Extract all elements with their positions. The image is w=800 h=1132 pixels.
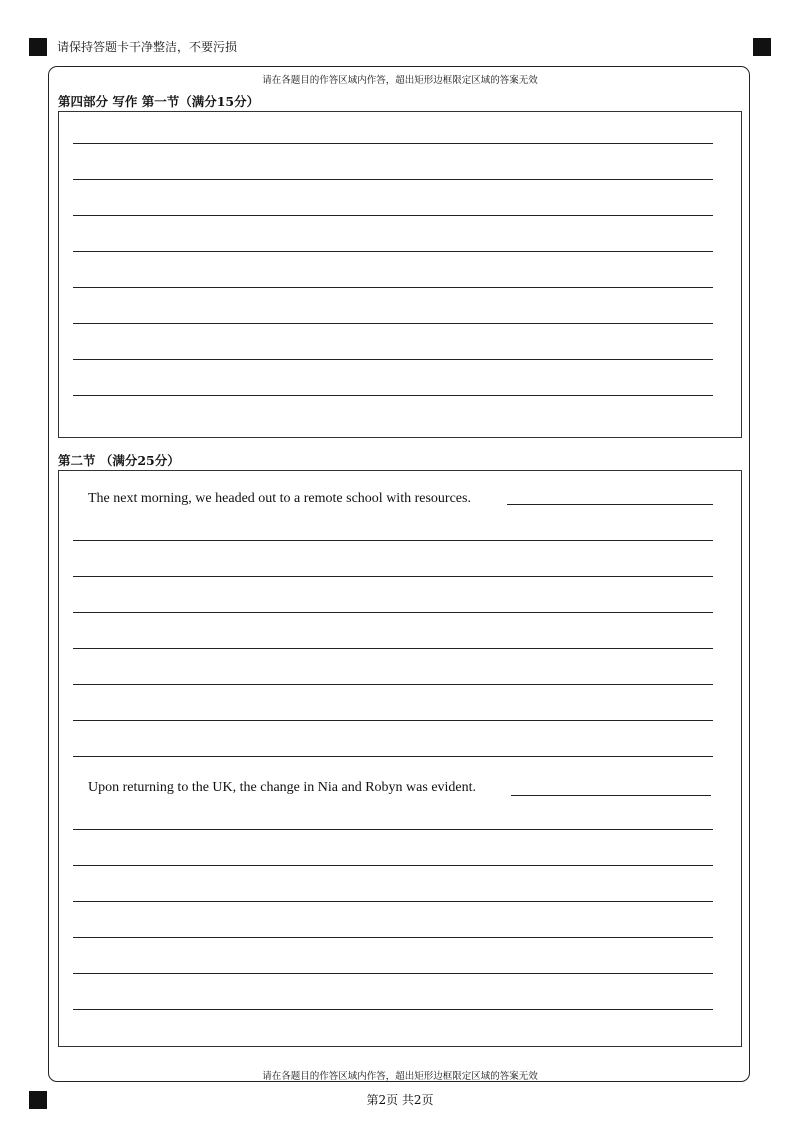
answer-line[interactable]: [73, 1009, 713, 1010]
page-number: 第2页 共2页: [366, 1093, 434, 1107]
answer-line[interactable]: [73, 756, 713, 757]
notice-bottom: 请在各题目的作答区域内作答，超出矩形边框限定区域的答案无效: [262, 1071, 538, 1082]
alignment-marker-top-right: [753, 38, 771, 56]
answer-line[interactable]: [73, 576, 713, 577]
paragraph1-prompt: The next morning, we headed out to a remote school with resources.: [88, 491, 471, 506]
section1-answer-box[interactable]: [58, 111, 742, 438]
answer-line[interactable]: [73, 540, 713, 541]
section2-title: 第二节 （满分25分）: [58, 453, 180, 468]
answer-line[interactable]: [73, 323, 713, 324]
answer-line[interactable]: [73, 937, 713, 938]
answer-line[interactable]: [73, 901, 713, 902]
section2-answer-box[interactable]: [58, 470, 742, 1047]
answer-line[interactable]: [73, 179, 713, 180]
paragraph2-prompt: Upon returning to the UK, the change in Nia and Robyn was evident.: [88, 780, 477, 795]
answer-line[interactable]: [73, 612, 713, 613]
answer-line[interactable]: [73, 143, 713, 144]
paragraph1-first-line[interactable]: [507, 504, 713, 505]
answer-line[interactable]: [73, 973, 713, 974]
answer-line[interactable]: [73, 720, 713, 721]
section1-title: 第四部分 写作 第一节（满分15分）: [58, 94, 260, 109]
answer-line[interactable]: [73, 287, 713, 288]
answer-line[interactable]: [73, 829, 713, 830]
answer-line[interactable]: [73, 395, 713, 396]
header-instruction: 请保持答题卡干净整洁，不要污损: [57, 40, 238, 54]
answer-line[interactable]: [73, 359, 713, 360]
answer-line[interactable]: [73, 215, 713, 216]
alignment-marker-top-left: [29, 38, 47, 56]
answer-line[interactable]: [73, 251, 713, 252]
answer-line[interactable]: [73, 865, 713, 866]
paragraph2-first-line[interactable]: [511, 795, 711, 796]
notice-top: 请在各题目的作答区域内作答，超出矩形边框限定区域的答案无效: [262, 75, 538, 86]
answer-line[interactable]: [73, 648, 713, 649]
answer-line[interactable]: [73, 684, 713, 685]
